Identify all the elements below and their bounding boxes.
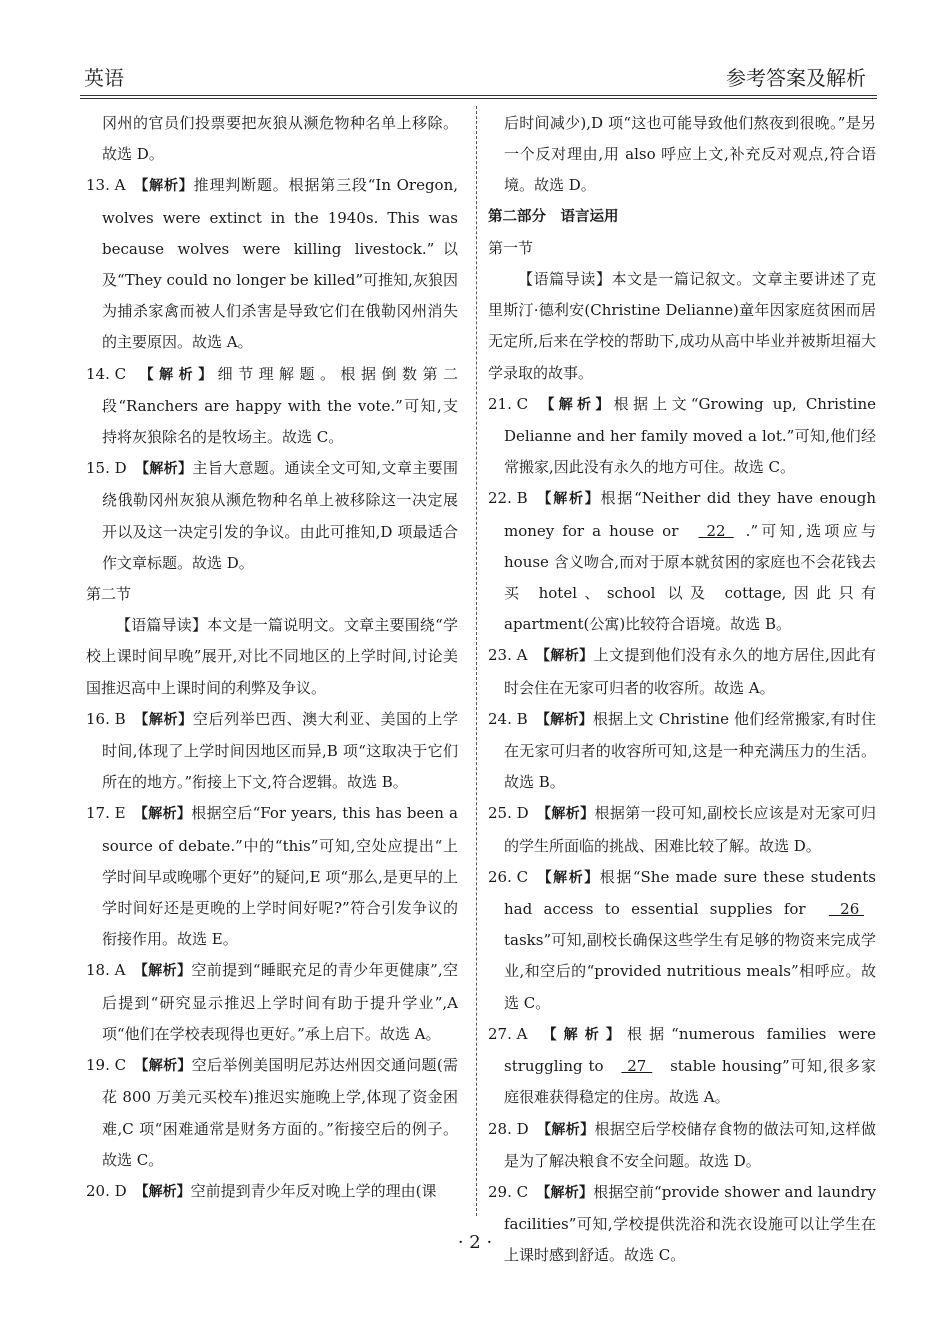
continued-text: 冈州的官员们投票要把灰狼从濒危物种名单上移除。故选 D。: [102, 114, 458, 164]
answer-number: 18. A: [86, 961, 126, 980]
answer-item: 27. A【解析】根据“numerous families were struggling to 27 stable housing”可知,很多家庭很难获得稳定的住房。故选 A。: [488, 1019, 876, 1114]
answer-item: 17. E【解析】根据空后“For years, this has been a source of debate.”中的“this”可知,空处应提出“上学时间早或晚哪个更好”的疑问,E 项“那么,是更早的上学时间好还是更晚的上学时间好呢?”符合引发争议的衔接作用。故选 E。: [86, 798, 458, 955]
answer-item: 28. D【解析】根据空后学校储存食物的做法可知,这样做是为了解决粮食不安全问题。故选 D。: [488, 1114, 876, 1177]
header-section-title: 参考答案及解析: [726, 66, 866, 90]
analysis-tag: 【解析】: [536, 396, 614, 413]
answer-blank: 26: [828, 900, 865, 919]
answer-item: 19. C【解析】空后举例美国明尼苏达州因交通问题(需花 800 万美元买校车)推迟实施晚上学,体现了资金困难,C 项“困难通常是财务方面的。”衔接空后的例子。故选 C。: [86, 1050, 458, 1176]
answer-item: 26. C【解析】根据“She made sure these students had access to essential supplies for 26 tasks”可知,副校长确保这些学生有足够的物资来完成学业,和空后的“provided nutritious meals”相呼应。故选 C。: [488, 862, 876, 1019]
answer-number: 25. D: [488, 804, 529, 823]
analysis-tag: 【解析】: [536, 806, 595, 823]
section-heading: 第二节: [86, 585, 132, 604]
analysis-tag: 【解析】: [133, 178, 194, 195]
header-rule-thin: [80, 98, 877, 99]
column-divider: [476, 106, 477, 1216]
answer-number: 21. C: [488, 394, 529, 413]
part-heading: 第二部分 语言运用: [488, 208, 619, 225]
passage-guide: 【语篇导读】本文是一篇说明文。文章主要围绕“学校上课时间早晚”展开,对比不同地区的上学时间,讨论美国推迟高中上课时间的利弊及争议。: [86, 616, 458, 697]
analysis-tag: 【解析】: [134, 366, 218, 383]
answer-item: 14. C【解析】细节理解题。根据倒数第二段“Ranchers are happy with the vote.”可知,支持将灰狼除名的是牧场主。故选 C。: [86, 359, 458, 454]
answer-number: 13. A: [86, 176, 126, 195]
analysis-tag: 【解析】: [134, 1058, 192, 1075]
continued-text: 后时间减少),D 项“这也可能导致他们熬夜到很晚。”是另一个反对理由,用 also 呼应上文,补充反对观点,符合语境。故选 D。: [504, 114, 876, 195]
answer-number: 24. B: [488, 709, 528, 728]
answer-item: 21. C【解析】根据上文“Growing up, Christine Delianne and her family moved a lot.”可知,他们经常搬家,因此没有永久的地方可住。故选 C。: [488, 389, 876, 484]
answer-number: 19. C: [86, 1056, 127, 1075]
answer-item: 24. B【解析】根据上文 Christine 他们经常搬家,有时住在无家可归者的收容所可知,这是一种充满压力的生活。故选 B。: [488, 704, 876, 799]
analysis-tag: 【解析】: [535, 491, 601, 508]
answer-blank: 22: [698, 521, 734, 540]
passage-guide: 【语篇导读】本文是一篇记叙文。文章主要讲述了克里斯汀·德利安(Christine Delianne)童年因家庭贫困而居无定所,后来在学校的帮助下,成功从高中毕业并被斯坦福大学录取的故事。: [488, 270, 876, 382]
analysis-tag: 【解析】: [535, 1026, 627, 1043]
right-column: [488, 108, 876, 1272]
answer-number: 14. C: [86, 364, 127, 383]
answer-number: 20. D: [86, 1181, 127, 1200]
answer-number: 29. C: [488, 1182, 529, 1201]
analysis-tag: 【解析】: [536, 1184, 594, 1201]
left-column: [86, 108, 458, 1208]
answer-item: 22. B【解析】根据“Neither did they have enough money for a house or 22 .”可知,选项应与 house 含义吻合,而对于原本就贫困的家庭也不会花钱去买 hotel、school 以及 cottage,因此只有 apartment(公寓)比较符合语境。故选 B。: [488, 483, 876, 640]
answer-number: 27. A: [488, 1024, 528, 1043]
answer-number: 26. C: [488, 867, 529, 886]
answer-item: 20. D【解析】空前提到青少年反对晚上学的理由(课: [86, 1176, 458, 1208]
answer-blank: 27: [621, 1057, 653, 1076]
answer-number: 22. B: [488, 489, 528, 508]
answer-item: 16. B【解析】空后列举巴西、澳大利亚、美国的上学时间,体现了上学时间因地区而异,B 项“这取决于它们所在的地方。”衔接上下文,符合逻辑。故选 B。: [86, 704, 458, 799]
answer-item: 15. D【解析】主旨大意题。通读全文可知,文章主要围绕俄勒冈州灰狼从濒危物种名单上被移除这一决定展开以及这一决定引发的争议。由此可推知,D 项最适合作文章标题。故选 D。: [86, 453, 458, 579]
answer-item: 29. C【解析】根据空前“provide shower and laundry facilities”可知,学校提供洗浴和洗衣设施可以让学生在上课时感到舒适。故选 C。: [488, 1177, 876, 1272]
analysis-tag: 【解析】: [134, 461, 193, 478]
answer-number: 16. B: [86, 709, 126, 728]
answer-number: 15. D: [86, 459, 127, 478]
analysis-tag: 【解析】: [133, 711, 193, 728]
page-number: · 2 ·: [457, 1232, 493, 1253]
analysis-tag: 【解析】: [134, 1183, 191, 1200]
answer-item: 25. D【解析】根据第一段可知,副校长应该是对无家可归的学生所面临的挑战、困难比较了解。故选 D。: [488, 798, 876, 861]
answer-item: 13. A【解析】推理判断题。根据第三段“In Oregon, wolves were extinct in the 1940s. This was because wolves were killing livestock.”以及“They could no longer be killed”可推知,灰狼因为捕杀家禽而被人们杀害是导致它们在俄勒冈州消失的主要原因。故选 A。: [86, 170, 458, 358]
answer-item: 18. A【解析】空前提到“睡眠充足的青少年更健康”,空后提到“研究显示推迟上学时间有助于提升学业”,A 项“他们在学校表现得也更好。”承上启下。故选 A。: [86, 955, 458, 1050]
section-heading: 第一节: [488, 238, 534, 257]
analysis-tag: 【解析】: [536, 1121, 595, 1138]
header-rule: [80, 95, 877, 96]
answer-number: 28. D: [488, 1119, 529, 1138]
answer-number: 23. A: [488, 646, 528, 665]
analysis-tag: 【解析】: [133, 806, 192, 823]
analysis-tag: 【解析】: [535, 711, 593, 728]
analysis-tag: 【解析】: [133, 963, 192, 980]
analysis-tag: 【解析】: [535, 648, 594, 665]
answer-item: 23. A【解析】上文提到他们没有永久的地方居住,因此有时会住在无家可归者的收容所。故选 A。: [488, 640, 876, 703]
header-subject: 英语: [84, 66, 124, 90]
analysis-tag: 【解析】: [536, 869, 600, 886]
answer-number: 17. E: [86, 804, 126, 823]
